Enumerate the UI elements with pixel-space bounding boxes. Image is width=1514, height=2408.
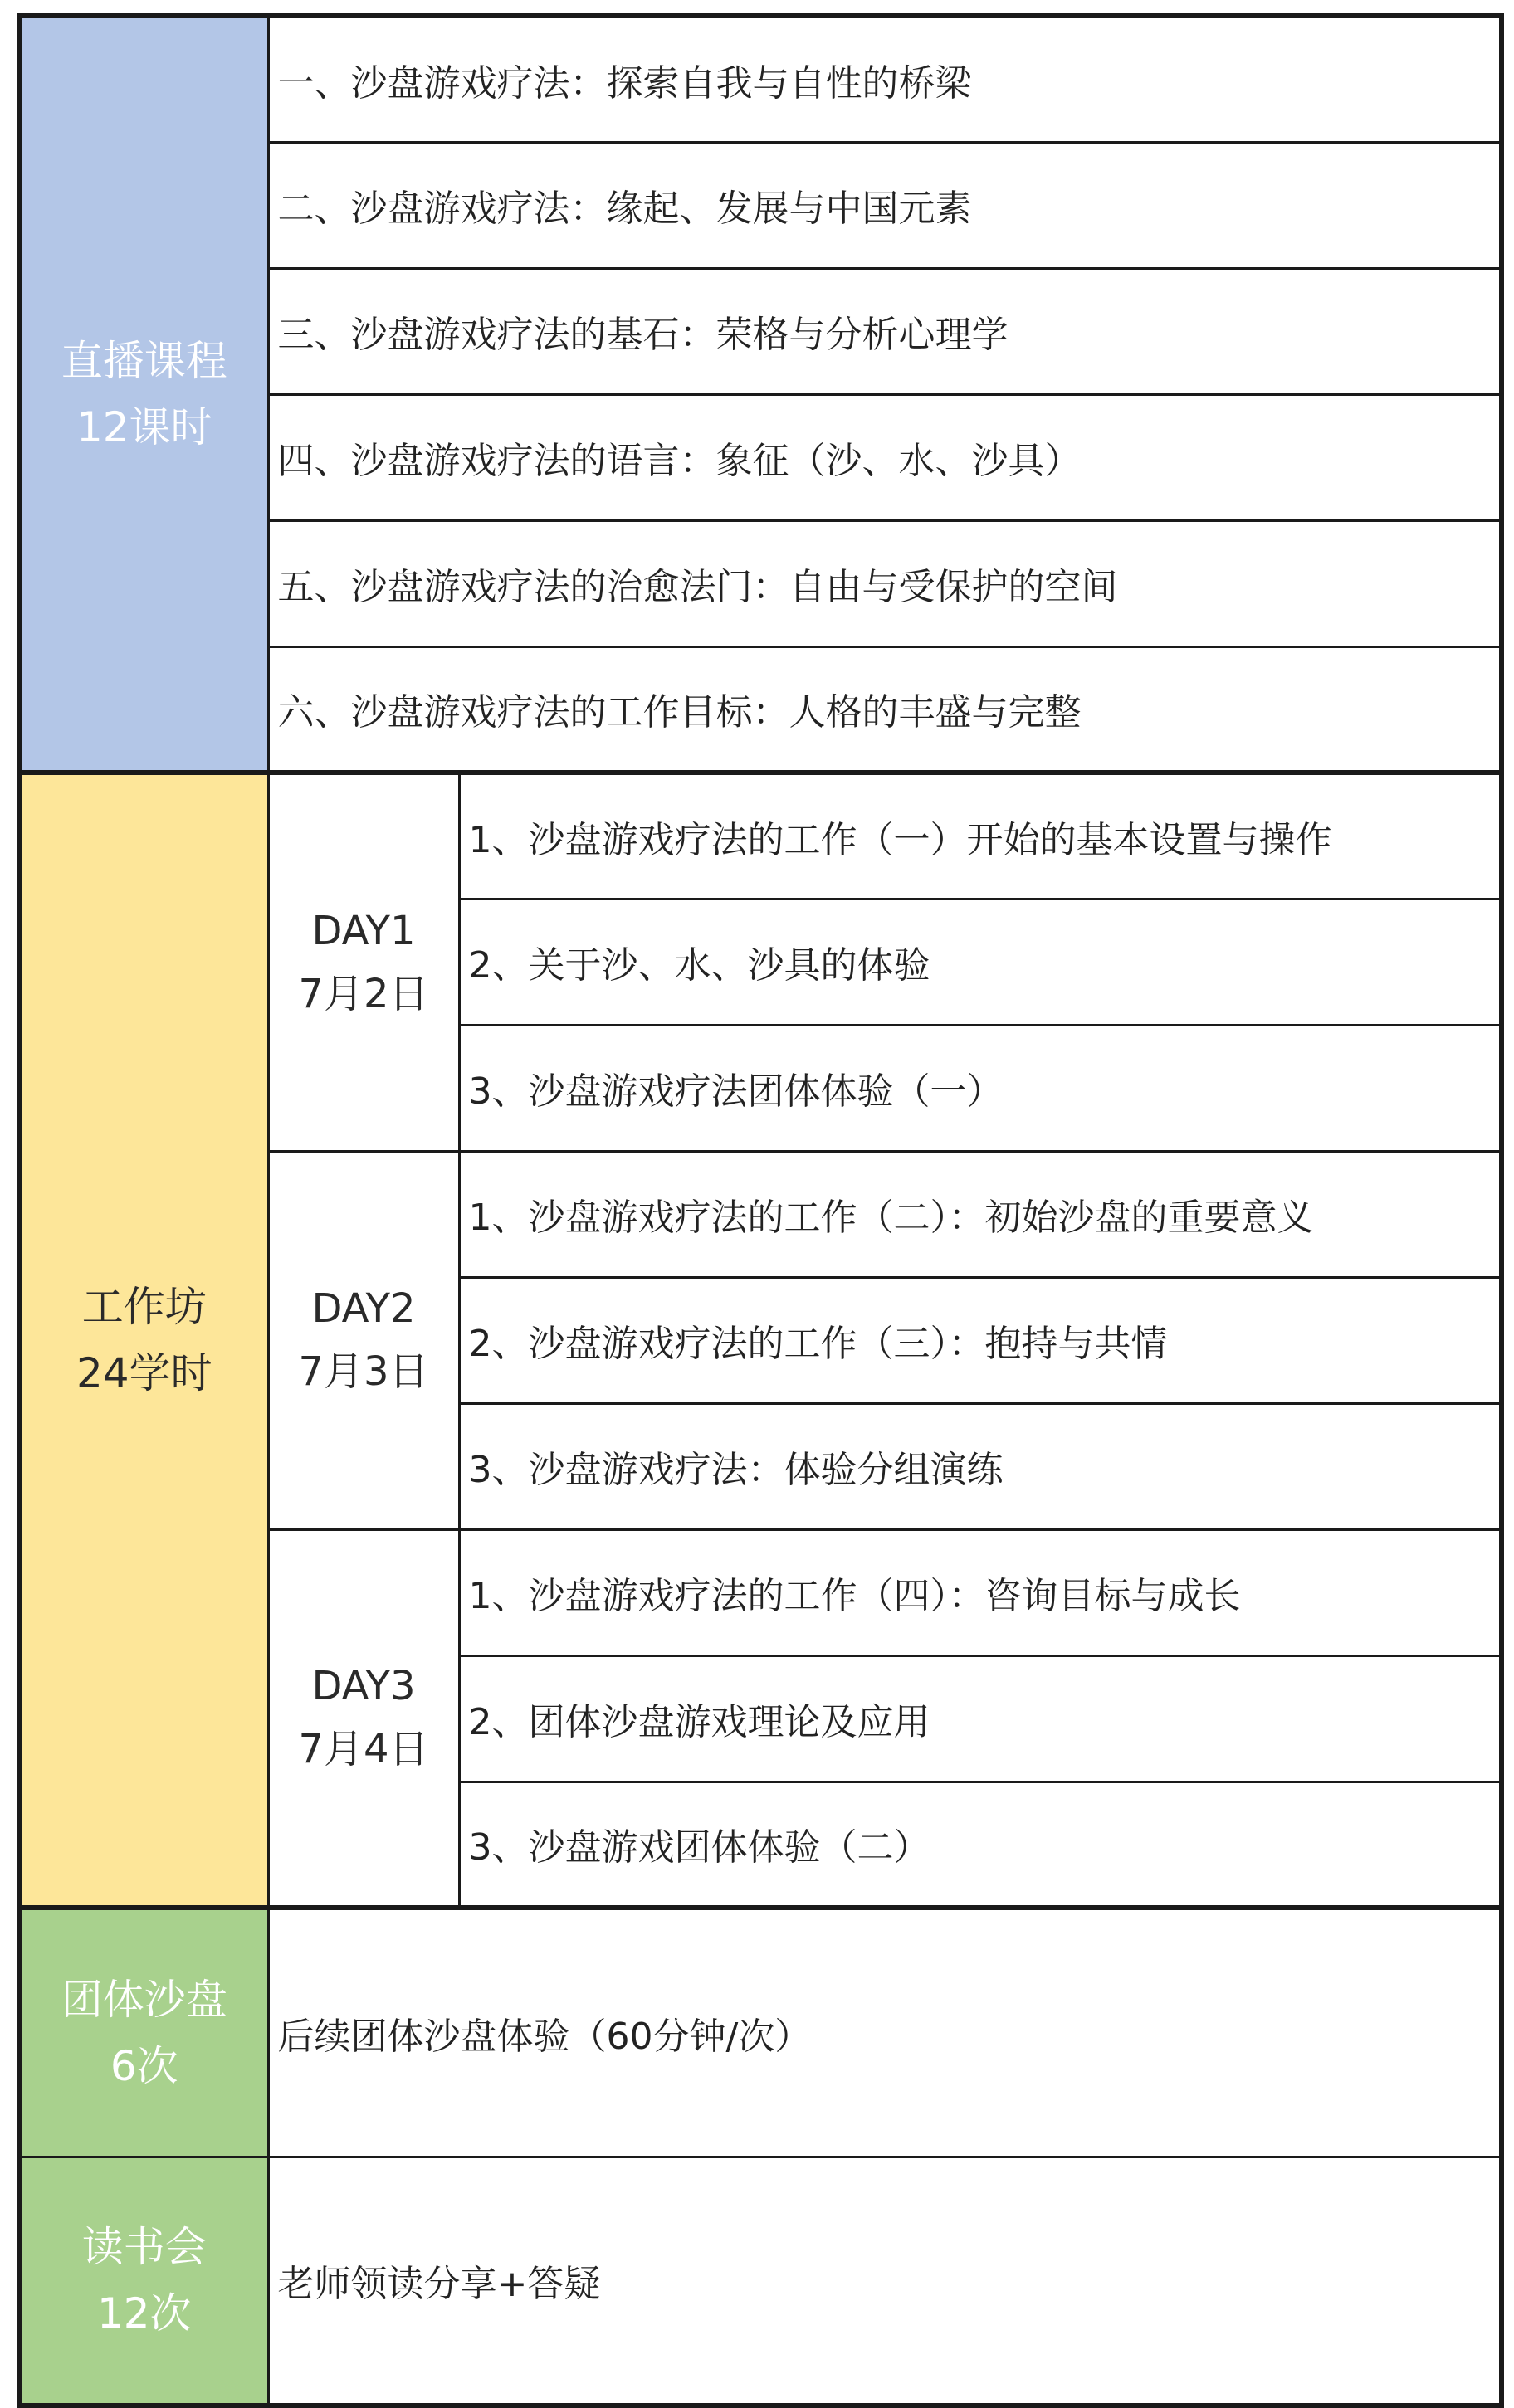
day-date: 7月2日: [298, 970, 429, 1017]
live-item: 三、沙盘游戏疗法的基石：荣格与分析心理学: [268, 268, 1502, 394]
workshop-item: 3、沙盘游戏团体体验（二）: [459, 1782, 1502, 1908]
workshop-day-cell: [268, 1529, 459, 1908]
group-sandplay-category-cell: [19, 1908, 268, 2157]
live-category-label: 直播课程: [61, 337, 227, 385]
workshop-item: 2、关于沙、水、沙具的体验: [459, 899, 1502, 1025]
group-sandplay-count: 6次: [110, 2041, 178, 2090]
workshop-item: 3、沙盘游戏疗法：体验分组演练: [459, 1403, 1502, 1529]
workshop-item: 2、沙盘游戏疗法的工作（三）：抱持与共情: [459, 1277, 1502, 1403]
workshop-category-label: 工作坊: [81, 1283, 207, 1331]
workshop-category-cell: [19, 773, 268, 1908]
workshop-day-cell: [268, 1151, 459, 1529]
reading-club-label: 读书会: [81, 2223, 207, 2272]
live-item: 二、沙盘游戏疗法：缘起、发展与中国元素: [268, 142, 1502, 268]
workshop-item: 1、沙盘游戏疗法的工作（一）开始的基本设置与操作: [459, 773, 1502, 899]
day-label: DAY1: [311, 907, 416, 954]
live-category-cell: [19, 16, 268, 773]
reading-club-row: [19, 2157, 1502, 2406]
workshop-item: 2、团体沙盘游戏理论及应用: [459, 1655, 1502, 1782]
day-label: DAY2: [311, 1285, 416, 1332]
day-label: DAY3: [311, 1663, 416, 1710]
day-date: 7月3日: [298, 1348, 429, 1395]
workshop-category-hours: 24学时: [76, 1349, 212, 1397]
live-row: [19, 16, 1502, 142]
live-item: 四、沙盘游戏疗法的语言：象征（沙、水、沙具）: [268, 394, 1502, 520]
group-sandplay-label: 团体沙盘: [61, 1975, 227, 2024]
workshop-row: [19, 773, 1502, 899]
workshop-item: 1、沙盘游戏疗法的工作（二）：初始沙盘的重要意义: [459, 1151, 1502, 1277]
group-sandplay-description: 后续团体沙盘体验（60分钟/次）: [268, 1908, 1502, 2157]
workshop-item: 1、沙盘游戏疗法的工作（四）：咨询目标与成长: [459, 1529, 1502, 1655]
live-category-hours: 12课时: [76, 403, 212, 451]
reading-club-category-cell: [19, 2157, 268, 2406]
reading-club-count: 12次: [96, 2289, 192, 2338]
day-date: 7月4日: [298, 1726, 429, 1773]
workshop-item: 3、沙盘游戏疗法团体体验（一）: [459, 1025, 1502, 1151]
live-item: 六、沙盘游戏疗法的工作目标：人格的丰盛与完整: [268, 646, 1502, 773]
workshop-day-cell: [268, 773, 459, 1151]
course-schedule-table: [17, 13, 1504, 2408]
live-item: 一、沙盘游戏疗法：探索自我与自性的桥梁: [268, 16, 1502, 142]
reading-club-description: 老师领读分享+答疑: [268, 2157, 1502, 2406]
live-item: 五、沙盘游戏疗法的治愈法门：自由与受保护的空间: [268, 520, 1502, 646]
group-sandplay-row: [19, 1908, 1502, 2157]
